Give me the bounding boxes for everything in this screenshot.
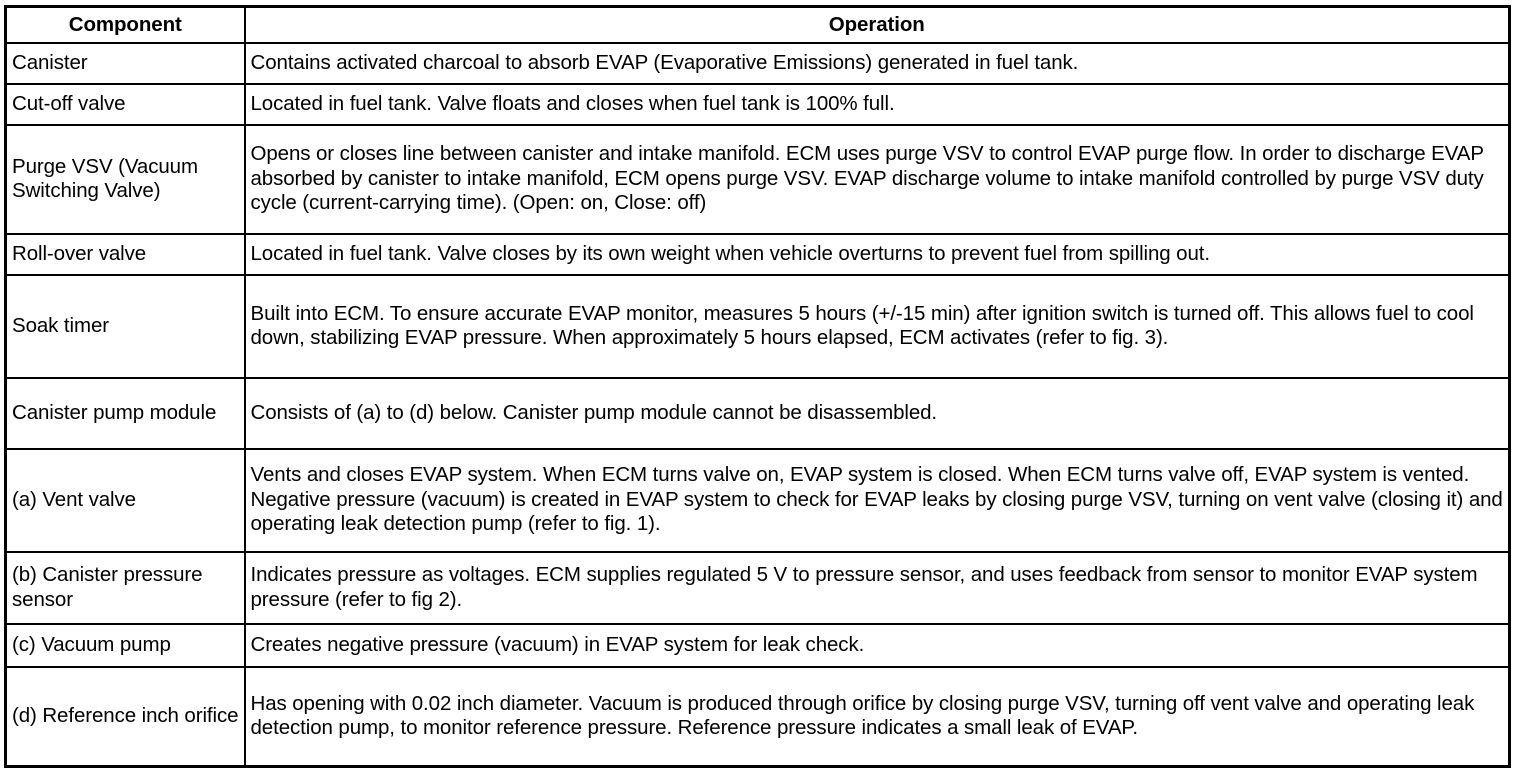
operation-cell: Indicates pressure as voltages. ECM supplies regulated 5 V to pressure sensor, and uses feedback from sensor to monitor EVAP system pressure (refer to fig 2). — [245, 552, 1510, 624]
component-cell: Soak timer — [6, 275, 245, 378]
component-cell: (a) Vent valve — [6, 449, 245, 552]
operation-cell: Built into ECM. To ensure accurate EVAP monitor, measures 5 hours (+/-15 min) after ignition switch is turned off. This allows fuel to cool down, stabilizing EVAP pressure. When approximately 5 hours elapsed, ECM activates (refer to fig. 3). — [245, 275, 1510, 378]
table-row — [6, 449, 1510, 552]
operation-cell: Consists of (a) to (d) below. Canister pump module cannot be disassembled. — [245, 378, 1510, 449]
header-operation: Operation — [245, 7, 1510, 43]
operation-cell: Vents and closes EVAP system. When ECM turns valve on, EVAP system is closed. When ECM turns valve off, EVAP system is vented. Negative pressure (vacuum) is created in EVAP system to check for EVAP leaks by closing purge VSV, turning on vent valve (closing it) and operating leak detection pump (refer to fig. 1). — [245, 449, 1510, 552]
component-cell: Cut-off valve — [6, 84, 245, 125]
component-cell: Roll-over valve — [6, 234, 245, 275]
component-cell: Canister — [6, 43, 245, 84]
component-cell: Canister pump module — [6, 378, 245, 449]
table-row — [6, 43, 1510, 84]
table-row — [6, 624, 1510, 667]
component-operation-table-container — [4, 5, 1508, 768]
component-cell: (b) Canister pressure sensor — [6, 552, 245, 624]
operation-cell: Has opening with 0.02 inch diameter. Vacuum is produced through orifice by closing purge VSV, turning off vent valve and operating leak detection pump, to monitor reference pressure. Reference pressure indicates a small leak of EVAP. — [245, 667, 1510, 767]
table-header — [6, 7, 1510, 43]
header-component: Component — [6, 7, 245, 43]
table-row — [6, 667, 1510, 767]
component-cell: (c) Vacuum pump — [6, 624, 245, 667]
table-row — [6, 552, 1510, 624]
table-row — [6, 84, 1510, 125]
table-row — [6, 378, 1510, 449]
operation-cell: Opens or closes line between canister and intake manifold. ECM uses purge VSV to control EVAP purge flow. In order to discharge EVAP absorbed by canister to intake manifold, ECM opens purge VSV. EVAP discharge volume to intake manifold controlled by purge VSV duty cycle (current-carrying time). (Open: on, Close: off) — [245, 125, 1510, 234]
header-row — [6, 7, 1510, 43]
operation-cell: Contains activated charcoal to absorb EVAP (Evaporative Emissions) generated in fuel tank. — [245, 43, 1510, 84]
table-row — [6, 234, 1510, 275]
table-body — [6, 43, 1510, 767]
operation-cell: Located in fuel tank. Valve closes by its own weight when vehicle overturns to prevent fuel from spilling out. — [245, 234, 1510, 275]
component-operation-table — [4, 5, 1511, 768]
table-row — [6, 275, 1510, 378]
operation-cell: Creates negative pressure (vacuum) in EVAP system for leak check. — [245, 624, 1510, 667]
component-cell: (d) Reference inch orifice — [6, 667, 245, 767]
component-cell: Purge VSV (Vacuum Switching Valve) — [6, 125, 245, 234]
operation-cell: Located in fuel tank. Valve floats and closes when fuel tank is 100% full. — [245, 84, 1510, 125]
table-row — [6, 125, 1510, 234]
